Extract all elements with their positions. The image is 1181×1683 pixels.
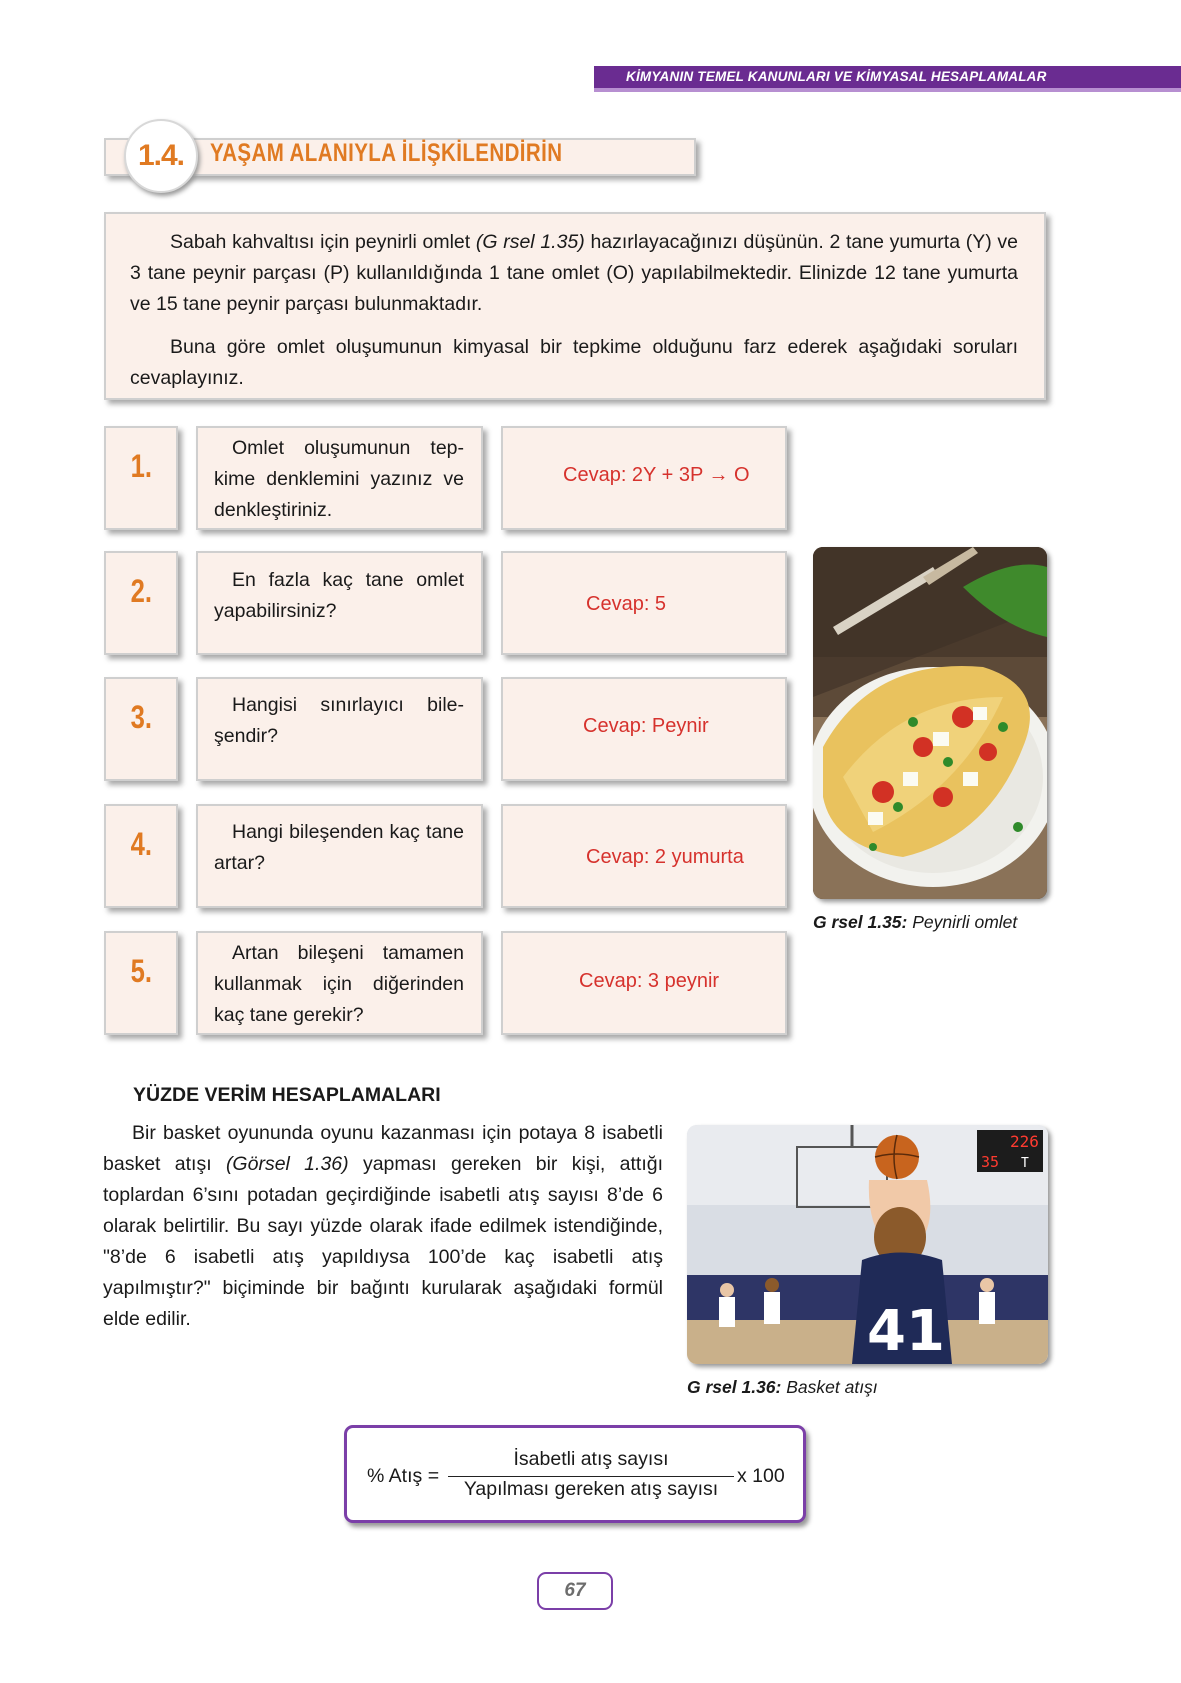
formula-box bbox=[344, 1425, 806, 1523]
answer-text: Cevap: Peynir bbox=[583, 715, 709, 737]
question-text: Artan bileşeni tamamen bbox=[232, 942, 464, 964]
question-text: yapabilirsiniz? bbox=[214, 600, 337, 622]
intro-text: hazırlayacağınızı düşünün. 2 tane yumurta (Y) ve 3 tane peynir parçası (P) kullanıldığında 1 tane omlet (O) yapılabilmektedir. Elinizde 12 tane yumurta ve 15 tane peynir parçası bulunmaktadır. bbox=[130, 231, 1018, 315]
body-text: Bir basket oyununda oyunu kazanması için potaya 8 isabetli basket atışı bbox=[103, 1122, 663, 1175]
question-text: kullanmak için diğerinden kaç tane gerekir? bbox=[214, 973, 464, 1026]
section-number: 1.4. bbox=[124, 119, 198, 193]
intro-box bbox=[104, 212, 1046, 400]
section-title: YAŞAM ALANIYLA İLİŞKİLENDİRİN bbox=[210, 139, 563, 167]
question-box bbox=[196, 931, 483, 1035]
question-text: En fazla kaç tane omlet bbox=[232, 569, 464, 591]
header-title: KİMYANIN TEMEL KANUNLARI VE KİMYASAL HESAPLAMALAR bbox=[626, 69, 1047, 84]
answer-text: Cevap: 5 bbox=[586, 593, 667, 615]
subsection-paragraph bbox=[103, 1118, 663, 1335]
omelette-caption bbox=[813, 912, 1017, 933]
answer-text: Cevap: 3 peynir bbox=[579, 970, 720, 992]
question-number: 4. bbox=[130, 826, 152, 862]
question-number: 2. bbox=[130, 573, 152, 609]
answer-box bbox=[501, 426, 787, 530]
question-number-box bbox=[104, 677, 178, 781]
intro-text: Sabah kahvaltısı için peynirli omlet bbox=[170, 231, 476, 253]
subsection-title: YÜZDE VERİM HESAPLAMALARI bbox=[133, 1084, 441, 1106]
question-box bbox=[196, 426, 483, 530]
formula-denominator: Yapılması gereken atış sayısı bbox=[463, 1478, 719, 1500]
question-box bbox=[196, 677, 483, 781]
answer-box bbox=[501, 931, 787, 1035]
question-text: Hangi bileşenden kaç bbox=[232, 821, 420, 843]
question-number: 1. bbox=[130, 448, 152, 484]
intro-paragraph-1 bbox=[130, 227, 1018, 320]
caption-text: Peynirli omlet bbox=[907, 912, 1018, 932]
jersey-number: 41 bbox=[867, 1299, 945, 1364]
caption-label: G rsel 1.36: bbox=[687, 1377, 782, 1397]
question-text: kime denklemini yazınız ve denkleştiriniz. bbox=[214, 468, 464, 521]
question-box bbox=[196, 551, 483, 655]
question-text: tane artar? bbox=[214, 821, 464, 874]
basketball-caption bbox=[687, 1377, 878, 1398]
formula-left: % Atış = bbox=[367, 1465, 440, 1487]
answer-box bbox=[501, 804, 787, 908]
answer-text: Cevap: 2Y + 3P → O bbox=[563, 464, 750, 486]
basketball-photo bbox=[687, 1125, 1048, 1364]
figure-reference: (Görsel 1.36) bbox=[225, 1153, 349, 1175]
scoreboard-top: 226 bbox=[1010, 1132, 1039, 1151]
subsection-text bbox=[103, 1118, 663, 1335]
figure-reference: (G rsel 1.35) bbox=[475, 231, 585, 253]
caption-text: Basket atışı bbox=[781, 1377, 878, 1397]
fraction-line bbox=[448, 1476, 734, 1477]
omelette-illustration bbox=[813, 547, 1047, 899]
scoreboard-left: 35 bbox=[981, 1153, 1000, 1171]
question-number-box bbox=[104, 551, 178, 655]
basketball-illustration bbox=[687, 1125, 1048, 1364]
answer-box bbox=[501, 677, 787, 781]
answer-box bbox=[501, 551, 787, 655]
intro-paragraph-2: Buna göre omlet oluşumunun kimyasal bir tepkime olduğunu farz ederek aşağıdaki soruları cevaplayınız. bbox=[130, 336, 1018, 389]
formula-numerator: İsabetli atış sayısı bbox=[513, 1448, 669, 1470]
omelette-photo bbox=[813, 547, 1047, 899]
question-text: şendir? bbox=[214, 725, 278, 747]
answer-text: Cevap: 2 yumurta bbox=[586, 846, 744, 868]
question-text: Hangisi sınırlayıcı bile- bbox=[232, 694, 464, 716]
question-box bbox=[196, 804, 483, 908]
caption-label: G rsel 1.35: bbox=[813, 912, 908, 932]
question-number: 3. bbox=[130, 699, 152, 735]
question-text: Omlet oluşumunun tep- bbox=[232, 437, 464, 459]
question-number: 5. bbox=[130, 953, 152, 989]
question-number-box bbox=[104, 931, 178, 1035]
scoreboard-right: T bbox=[1021, 1156, 1029, 1171]
question-number-box bbox=[104, 804, 178, 908]
formula-right: x 100 bbox=[737, 1465, 785, 1487]
body-text: yapması gereken bir kişi, attığı toplardan 6’sını potadan geçirdiğinde isabetli atış sayısı 8’de 6 olarak belirtilir. Bu sayı yüzde olarak ifade edilmek istendiğinde, "8’de 6 isabetli atış yapıldıysa 100’de kaç isabetli atış yapılmıştır?" biçiminde bir bağıntı kurularak aşağıdaki formül elde edilir. bbox=[103, 1153, 664, 1330]
header-bar bbox=[594, 66, 1181, 92]
question-number-box bbox=[104, 426, 178, 530]
page-number: 67 bbox=[537, 1572, 613, 1610]
